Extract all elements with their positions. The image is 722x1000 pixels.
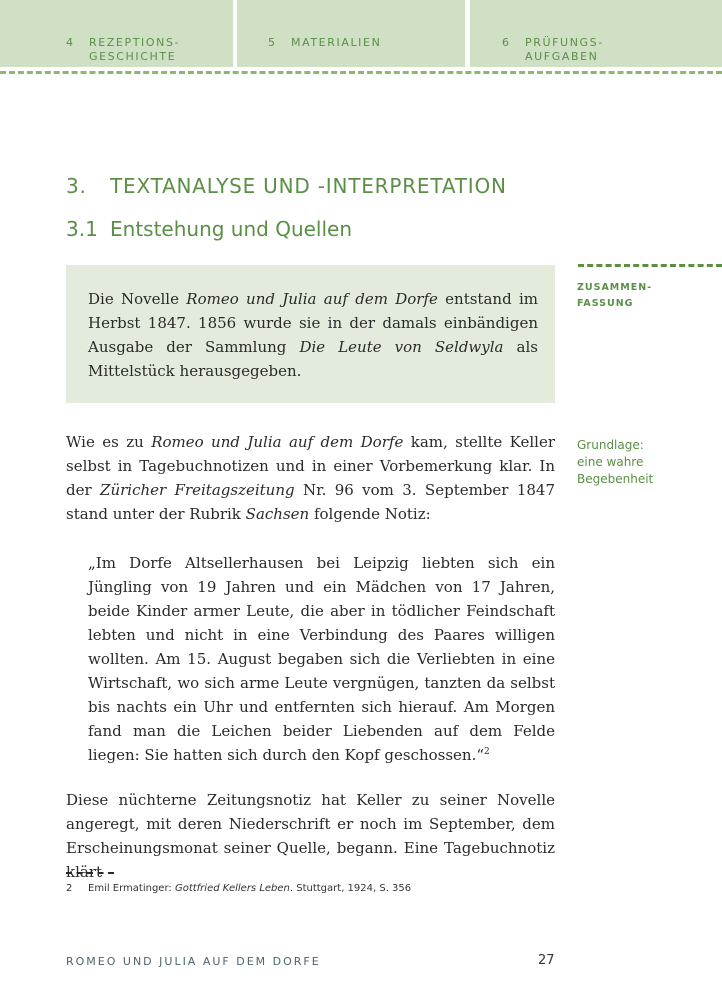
tab-number: 5 [268,36,277,49]
section-number: 3.1 [66,217,98,241]
footnote-number: 2 [66,883,73,894]
summary-box [66,265,555,403]
tab-label: PRÜFUNGS- AUFGABEN [525,36,604,63]
footnote-reference: 2 [484,747,490,757]
chapter-number: 3. [66,174,87,198]
chapter-title: TEXTANALYSE UND -INTERPRETATION [110,174,507,198]
chapter-tabs [0,0,722,67]
newspaper-title-italic: Züricher Freitagszeitung [100,481,295,499]
paragraph-text-part: kam, stellte Keller selbst in Tagebuchnotizen und in einer Vorbemerkung klar. In der [66,433,555,499]
tab-rezeptionsgeschichte[interactable] [0,0,233,67]
summary-text-part: entstand im Herbst 1847. 1856 wurde sie in der damals einbändigen Ausgabe der Sammlung [88,290,538,356]
footnote-rule [66,872,114,874]
tab-number: 4 [66,36,75,49]
tab-materialien[interactable] [237,0,465,67]
margin-note: Grundlage: eine wahre Begebenheit [577,438,654,486]
paragraph-text-part: Wie es zu [66,433,152,451]
paragraph-text-part: folgende Notiz: [309,505,431,523]
tab-pruefungsaufgaben[interactable] [470,0,722,67]
footnote-citation: . Stuttgart, 1924, S. 356 [289,883,412,894]
rubric-italic: Sachsen [245,505,310,523]
page-number: 27 [538,953,555,968]
quote-text: „Im Dorfe Altsellerhausen bei Leipzig liebten sich ein Jüngling von 19 Jahren und ein Mädchen von 17 Jahren, beide Kinder armer Leute, die aber in tödlicher Feindschaft lebten und nicht in eine Verbindung des Paares willigen wollten. Am 15. August begaben sich die Verliebten in eine Wirtschaft, wo sich arme Leute vergnügen, tanzten da selbst bis nachts ein Uhr und entfernten sich hierauf. Am Morgen fand man die Leichen beider Liebenden auf dem Felde liegen: Sie hatten sich durch den Kopf geschossen.“ [88,554,555,764]
summary-text-part: Die Novelle [88,290,187,308]
paragraph-text-part: Nr. 96 vom 3. September 1847 stand unter der Rubrik [66,481,556,523]
work-title-italic: Die Leute von Seldwyla [299,338,504,356]
work-title-italic: Romeo und Julia auf dem Dorfe [186,290,438,308]
summary-text [88,287,538,383]
tab-number: 6 [502,36,511,49]
footnote-title-italic: Gottfried Kellers Leben [174,883,290,894]
block-quote [88,551,555,767]
tab-label: REZEPTIONS- GESCHICHTE [89,36,181,63]
margin-dashed-rule [578,264,722,267]
summary-text-part: als Mittelstück herausgegeben. [88,338,538,380]
section-title: Entstehung und Quellen [110,217,353,241]
section-heading [66,217,352,241]
header-dashed-rule [0,71,722,74]
paragraph-2: Diese nüchterne Zeitungsnotiz hat Keller zu seiner Novelle angeregt, mit deren Niederschrift er noch im September, dem Erscheinungsmonat seiner Quelle, begann. Eine Tagebuchnotiz klärt [66,791,555,881]
running-footer-title: ROMEO UND JULIA AUF DEM DORFE [66,955,321,968]
footnote [66,883,411,894]
chapter-heading [66,174,507,198]
footnote-author: Emil Ermatinger: [88,883,175,894]
work-title-italic: Romeo und Julia auf dem Dorfe [151,433,404,451]
tab-label: MATERIALIEN [291,36,382,49]
margin-summary-label: ZUSAMMEN- FASSUNG [577,282,653,309]
paragraph-1 [66,430,555,526]
